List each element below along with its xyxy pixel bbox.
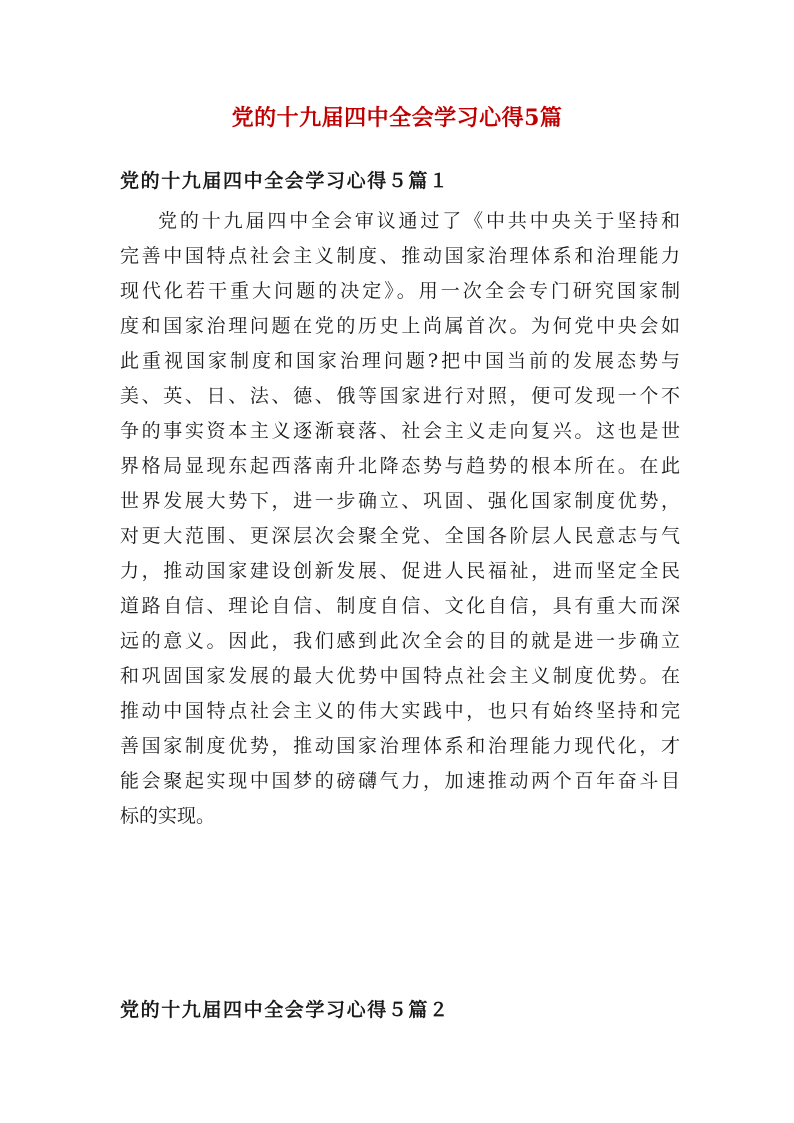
paragraph-line: 对更大范围、更深层次会聚全党、全国各阶层人民意志与气 — [120, 525, 680, 547]
paragraph-line: 党的十九届四中全会审议通过了《中共中央关于坚持和 — [158, 210, 680, 232]
paragraph-line: 标的实现。 — [120, 805, 216, 827]
paragraph-line: 争的事实资本主义逐渐衰落、社会主义走向复兴。这也是世 — [120, 420, 680, 442]
paragraph-line: 力，推动国家建设创新发展、促进人民福祉，进而坚定全民 — [120, 560, 680, 582]
paragraph-line: 推动中国特点社会主义的伟大实践中，也只有始终坚持和完 — [120, 700, 680, 722]
paragraph-line: 美、英、日、法、德、俄等国家进行对照，便可发现一个不 — [120, 385, 680, 407]
paragraph-line: 远的意义。因此，我们感到此次全会的目的就是进一步确立 — [120, 630, 680, 652]
section-heading-2: 党的十九届四中全会学习心得５篇２ — [120, 999, 450, 1021]
document-title: 党的十九届四中全会学习心得5篇 — [231, 105, 563, 131]
paragraph-line: 度和国家治理问题在党的历史上尚属首次。为何党中央会如 — [120, 315, 680, 337]
paragraph-line: 此重视国家制度和国家治理问题?把中国当前的发展态势与 — [120, 350, 680, 372]
paragraph-line: 善国家制度优势，推动国家治理体系和治理能力现代化，才 — [120, 735, 680, 757]
section-heading-1: 党的十九届四中全会学习心得５篇１ — [120, 170, 450, 192]
paragraph-line: 完善中国特点社会主义制度、推动国家治理体系和治理能力 — [120, 245, 680, 267]
paragraph-line: 界格局显现东起西落南升北降态势与趋势的根本所在。在此 — [120, 455, 680, 477]
paragraph-line: 和巩固国家发展的最大优势中国特点社会主义制度优势。在 — [120, 665, 680, 687]
paragraph-line: 现代化若干重大问题的决定》。用一次全会专门研究国家制 — [120, 280, 680, 302]
paragraph-line: 能会聚起实现中国梦的磅礴气力，加速推动两个百年奋斗目 — [120, 770, 680, 792]
paragraph-line: 世界发展大势下，进一步确立、巩固、强化国家制度优势， — [120, 490, 680, 512]
paragraph-line: 道路自信、理论自信、制度自信、文化自信，具有重大而深 — [120, 595, 680, 617]
section-1-paragraph — [120, 204, 680, 834]
